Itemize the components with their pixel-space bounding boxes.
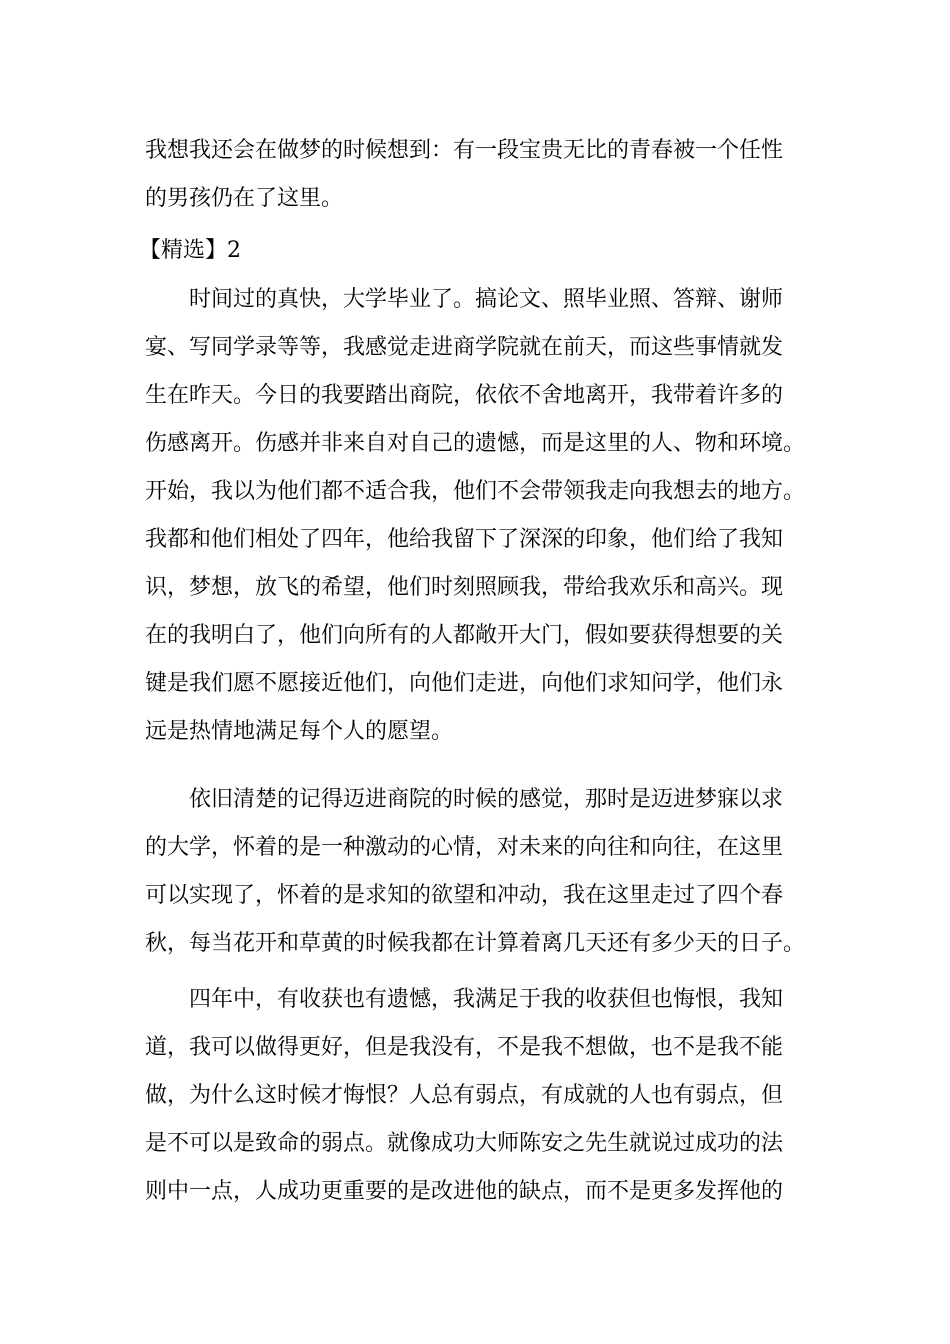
text-line: 远是热情地满足每个人的愿望。 bbox=[145, 719, 454, 744]
text-line: 伤感离开。伤感并非来自对自己的遗憾，而是这里的人、物和环境。 bbox=[145, 431, 806, 456]
text-line: 我想我还会在做梦的时候想到：有一段宝贵无比的青春被一个任性 bbox=[145, 138, 784, 163]
text-line: 我都和他们相处了四年，他给我留下了深深的印象，他们给了我知 bbox=[145, 527, 784, 552]
section-heading: 【精选】2 bbox=[139, 238, 241, 263]
text-line: 秋，每当花开和草黄的时候我都在计算着离几天还有多少天的日子。 bbox=[145, 931, 806, 956]
paragraph-3 bbox=[145, 976, 825, 1216]
section-heading-block bbox=[139, 227, 825, 275]
text-line: 在的我明白了，他们向所有的人都敞开大门，假如要获得想要的关 bbox=[145, 623, 784, 648]
text-line: 宴、写同学录等等，我感觉走进商学院就在前天，而这些事情就发 bbox=[145, 335, 784, 360]
text-line: 键是我们愿不愿接近他们，向他们走进，向他们求知问学，他们永 bbox=[145, 671, 784, 696]
text-line: 开始，我以为他们都不适合我，他们不会带领我走向我想去的地方。 bbox=[145, 479, 806, 504]
text-line: 识，梦想，放飞的希望，他们时刻照顾我，带给我欢乐和高兴。现 bbox=[145, 575, 784, 600]
paragraph-1 bbox=[145, 276, 825, 756]
text-line: 的男孩仍在了这里。 bbox=[145, 186, 344, 211]
text-line: 是不可以是致命的弱点。就像成功大师陈安之先生就说过成功的法 bbox=[145, 1131, 784, 1156]
text-line: 时间过的真快，大学毕业了。搞论文、照毕业照、答辩、谢师 bbox=[189, 287, 784, 312]
text-line: 可以实现了，怀着的是求知的欲望和冲动，我在这里走过了四个春 bbox=[145, 883, 784, 908]
text-line: 生在昨天。今日的我要踏出商院，依依不舍地离开，我带着许多的 bbox=[145, 383, 784, 408]
text-line: 做，为什么这时候才悔恨？人总有弱点，有成就的人也有弱点，但 bbox=[145, 1083, 784, 1108]
text-line: 依旧清楚的记得迈进商院的时候的感觉，那时是迈进梦寐以求 bbox=[189, 787, 784, 812]
paragraph-2 bbox=[145, 776, 825, 968]
text-line: 道，我可以做得更好，但是我没有，不是我不想做，也不是我不能 bbox=[145, 1035, 784, 1060]
paragraph-continuation bbox=[145, 127, 825, 223]
text-line: 四年中，有收获也有遗憾，我满足于我的收获但也悔恨，我知 bbox=[189, 987, 784, 1012]
text-line: 的大学，怀着的是一种激动的心情，对未来的向往和向往，在这里 bbox=[145, 835, 784, 860]
text-line: 则中一点，人成功更重要的是改进他的缺点，而不是更多发挥他的 bbox=[145, 1179, 784, 1204]
